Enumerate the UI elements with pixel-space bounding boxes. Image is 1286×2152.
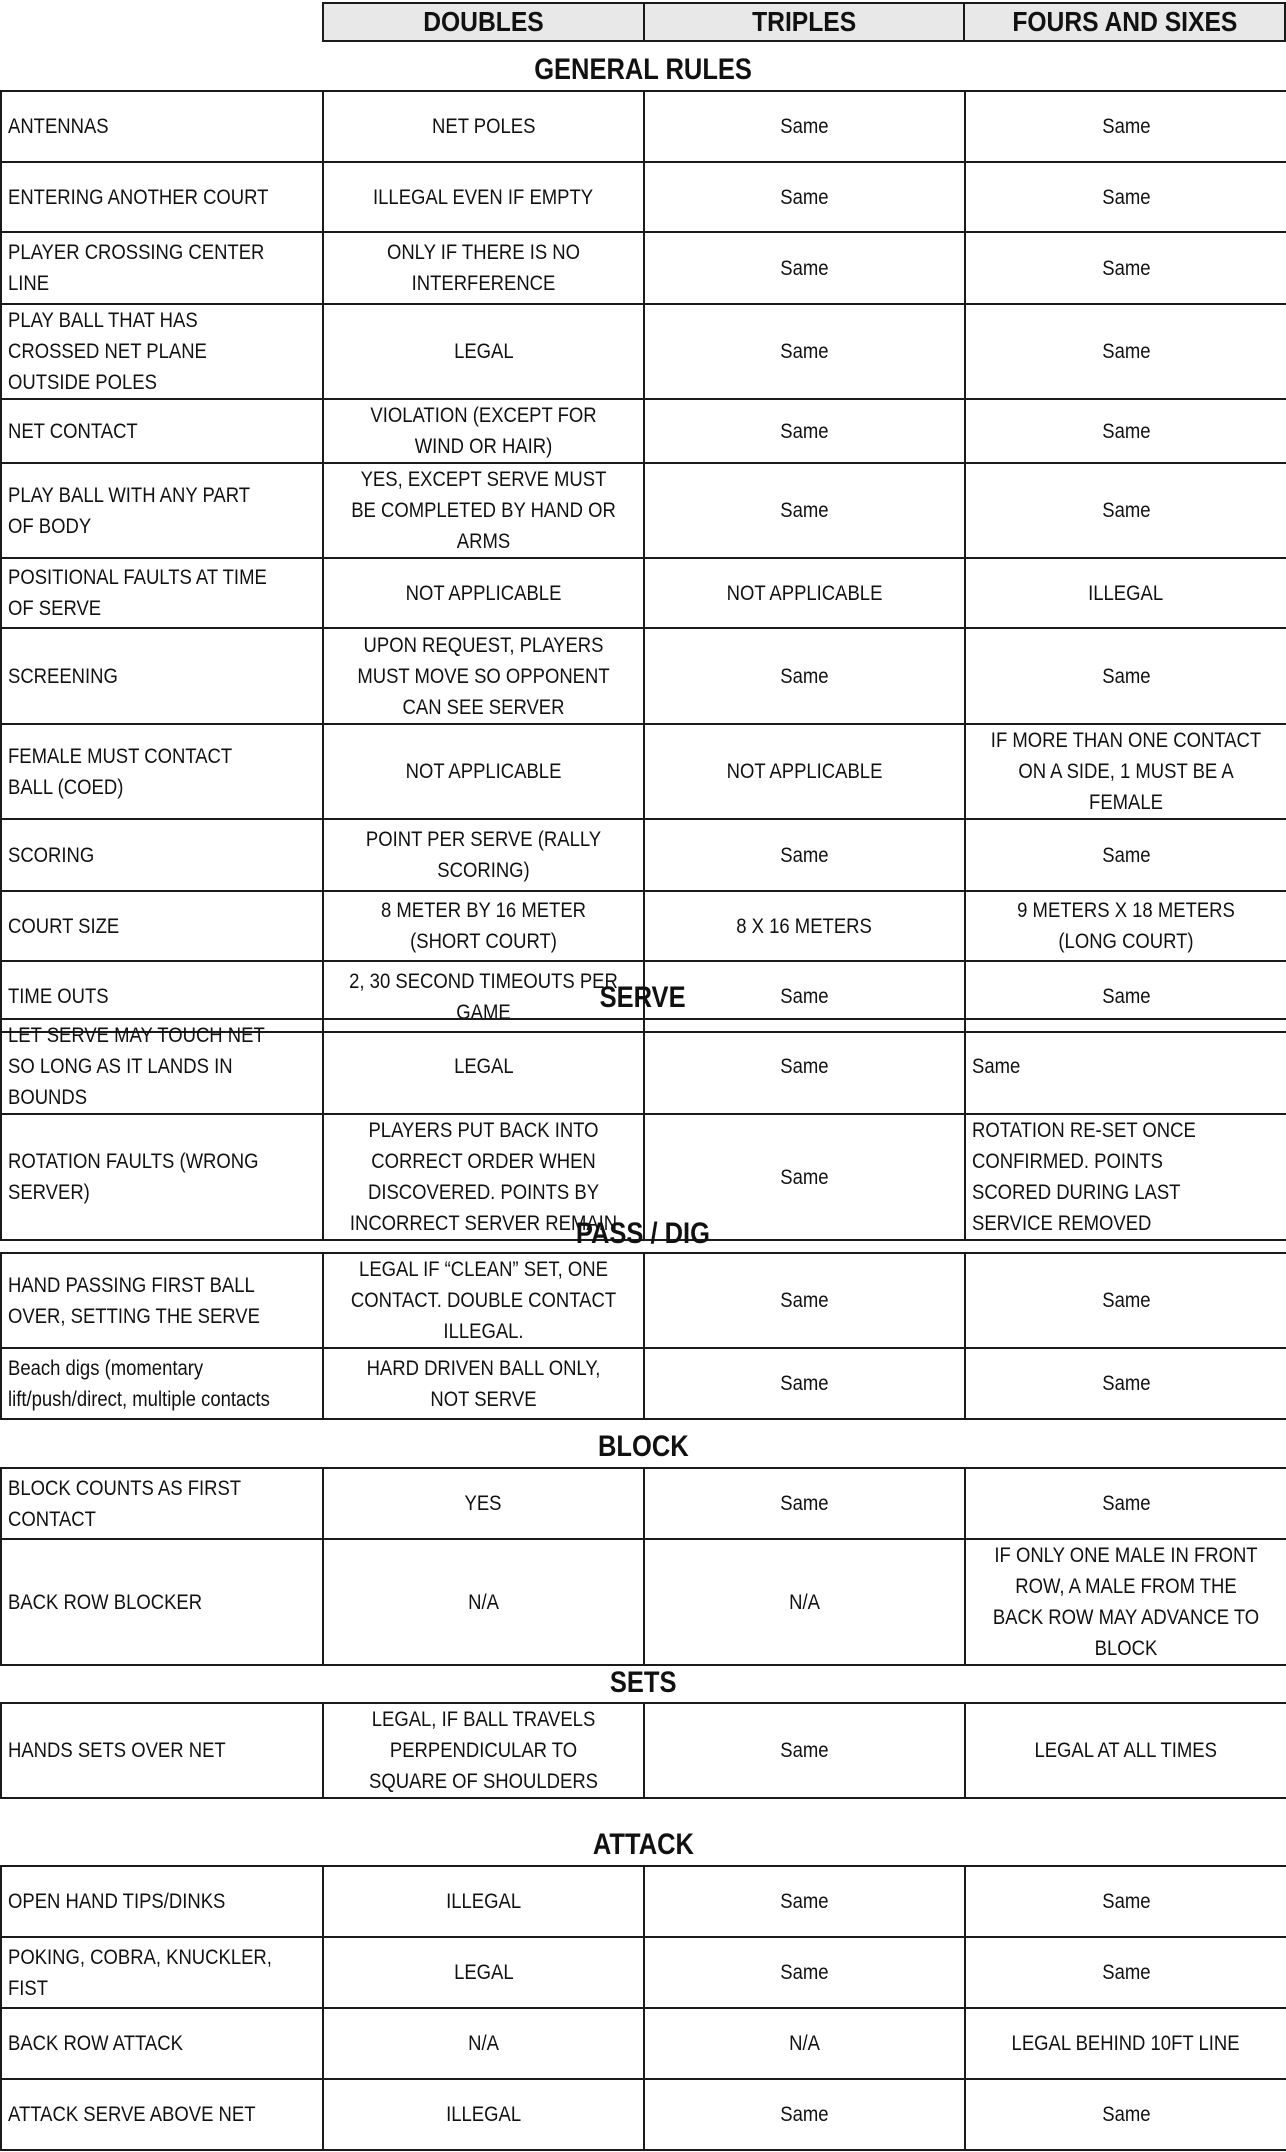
column-header-fours-label: FOURS AND SIXES	[1012, 6, 1238, 37]
triples-cell	[644, 2079, 965, 2150]
rule-text: Beach digs (momentary lift/push/direct, multiple contacts	[8, 1356, 270, 1411]
triples-cell	[644, 891, 965, 961]
fours-cell	[965, 304, 1286, 399]
triples-text: Same	[780, 1372, 829, 1395]
column-header-doubles-label: DOUBLES	[423, 6, 544, 37]
doubles-cell	[323, 724, 644, 819]
pass-dig-table	[0, 1252, 1286, 1420]
rule-cell	[1, 891, 323, 961]
table-row	[1, 1539, 1286, 1665]
rule-cell	[1, 232, 323, 304]
rule-cell	[1, 724, 323, 819]
doubles-cell	[323, 232, 644, 304]
rule-text: POKING, COBRA, KNUCKLER, FIST	[8, 1945, 272, 2000]
doubles-cell	[323, 1468, 644, 1539]
triples-cell	[644, 628, 965, 724]
triples-text: N/A	[789, 2032, 820, 2055]
doubles-cell	[323, 558, 644, 628]
doubles-cell	[323, 891, 644, 961]
triples-cell	[644, 162, 965, 232]
doubles-text: PLAYERS PUT BACK INTO CORRECT ORDER WHEN DISCOVERED. POINTS BY INCORRECT SERVER REMAIN	[349, 1119, 618, 1235]
attack-table	[0, 1865, 1286, 2151]
rule-text: SCORING	[8, 843, 95, 867]
table-row	[1, 1866, 1286, 1937]
rule-cell	[1, 91, 323, 162]
table-row	[1, 1703, 1286, 1798]
triples-cell	[644, 232, 965, 304]
doubles-cell	[323, 819, 644, 891]
fours-text: IF ONLY ONE MALE IN FRONT ROW, A MALE FROM THE BACK ROW MAY ADVANCE TO BLOCK	[992, 1544, 1260, 1660]
doubles-text: N/A	[468, 2032, 499, 2055]
rule-cell	[1, 2079, 323, 2150]
triples-cell	[644, 2008, 965, 2079]
triples-cell	[644, 1866, 965, 1937]
table-row	[1, 1019, 1286, 1114]
doubles-cell	[323, 1019, 644, 1114]
fours-cell	[965, 1937, 1286, 2008]
column-header-row	[322, 2, 1286, 42]
fours-text: ROTATION RE-SET ONCE CONFIRMED. POINTS SCORED DURING LAST SERVICE REMOVED	[972, 1119, 1196, 1235]
doubles-text: POINT PER SERVE (RALLY SCORING)	[365, 828, 602, 882]
doubles-cell	[323, 2008, 644, 2079]
triples-cell	[644, 558, 965, 628]
table-row	[1, 304, 1286, 399]
doubles-text: ILLEGAL	[445, 1890, 521, 1913]
triples-text: NOT APPLICABLE	[726, 581, 883, 605]
triples-text: Same	[780, 499, 829, 522]
rule-text: BACK ROW BLOCKER	[8, 1590, 203, 1614]
doubles-cell	[323, 1539, 644, 1665]
triples-text: Same	[780, 1492, 829, 1515]
fours-cell	[965, 91, 1286, 162]
section-title-text: SETS	[609, 1666, 677, 1699]
triples-text: Same	[780, 843, 829, 867]
doubles-text: LEGAL, IF BALL TRAVELS PERPENDICULAR TO SQUARE OF SHOULDERS	[369, 1708, 598, 1793]
fours-text: Same	[1101, 185, 1151, 209]
doubles-cell	[323, 304, 644, 399]
fours-cell	[965, 558, 1286, 628]
fours-text: LEGAL AT ALL TIMES	[1034, 1739, 1218, 1762]
triples-cell	[644, 1253, 965, 1348]
doubles-text: YES	[465, 1492, 502, 1515]
doubles-text: ONLY IF THERE IS NO INTERFERENCE	[386, 241, 581, 295]
fours-cell	[965, 891, 1286, 961]
column-header-triples-label: TRIPLES	[751, 6, 857, 37]
serve-table	[0, 1018, 1286, 1241]
doubles-text: N/A	[468, 1590, 499, 1614]
rule-cell	[1, 1253, 323, 1348]
doubles-text: YES, EXCEPT SERVE MUST BE COMPLETED BY HAND OR ARMS	[351, 468, 616, 553]
table-row	[1, 558, 1286, 628]
fours-text: Same	[1101, 1961, 1151, 1984]
rule-cell	[1, 628, 323, 724]
fours-text: Same	[1101, 2103, 1151, 2126]
fours-text: Same	[1101, 115, 1151, 138]
doubles-cell	[323, 1937, 644, 2008]
fours-cell	[965, 2008, 1286, 2079]
table-row	[1, 1253, 1286, 1348]
triples-cell	[644, 1468, 965, 1539]
triples-text: Same	[780, 985, 829, 1008]
rule-cell	[1, 463, 323, 558]
table-row	[1, 463, 1286, 558]
triples-cell	[644, 1019, 965, 1114]
table-row	[1, 2008, 1286, 2079]
section-title-text: GENERAL RULES	[534, 53, 752, 86]
table-row	[1, 1348, 1286, 1419]
column-header-triples	[643, 2, 966, 42]
general-rules-table	[0, 90, 1286, 1033]
table-row	[1, 162, 1286, 232]
fours-cell	[965, 232, 1286, 304]
rule-text: POSITIONAL FAULTS AT TIME OF SERVE	[8, 566, 267, 620]
fours-text: Same	[1101, 1372, 1151, 1395]
rule-text: BACK ROW ATTACK	[8, 2032, 183, 2055]
rule-text: HAND PASSING FIRST BALL OVER, SETTING THE SERVE	[8, 1273, 260, 1328]
section-title-attack	[322, 1827, 964, 1863]
rule-text: OPEN HAND TIPS/DINKS	[8, 1890, 226, 1913]
fours-text: Same	[1101, 843, 1151, 867]
fours-text: IF MORE THAN ONE CONTACT ON A SIDE, 1 MUST BE A FEMALE	[990, 729, 1262, 814]
rule-text: ROTATION FAULTS (WRONG SERVER)	[8, 1150, 259, 1204]
doubles-cell	[323, 1253, 644, 1348]
doubles-cell	[323, 1703, 644, 1798]
table-row	[1, 1937, 1286, 2008]
doubles-cell	[323, 1348, 644, 1419]
rule-cell	[1, 1539, 323, 1665]
rule-text: BLOCK COUNTS AS FIRST CONTACT	[8, 1476, 241, 1531]
fours-text: Same	[1101, 1890, 1151, 1913]
fours-cell	[965, 162, 1286, 232]
fours-text: 9 METERS X 18 METERS (LONG COURT)	[1017, 899, 1235, 953]
rule-cell	[1, 819, 323, 891]
rule-text: PLAY BALL THAT HAS CROSSED NET PLANE OUTSIDE POLES	[8, 309, 207, 394]
triples-text: Same	[780, 1961, 829, 1984]
doubles-cell	[323, 399, 644, 463]
triples-text: 8 X 16 METERS	[736, 914, 873, 938]
section-title-block	[322, 1429, 964, 1465]
triples-cell	[644, 399, 965, 463]
doubles-text: LEGAL	[453, 340, 514, 363]
doubles-text: NOT APPLICABLE	[405, 581, 562, 605]
fours-text: Same	[1101, 340, 1151, 363]
fours-cell	[965, 399, 1286, 463]
rule-text: TIME OUTS	[8, 985, 109, 1008]
doubles-text: HARD DRIVEN BALL ONLY, NOT SERVE	[366, 1356, 601, 1411]
section-title-text: SERVE	[599, 981, 686, 1014]
fours-cell	[965, 1703, 1286, 1798]
triples-text: Same	[780, 1055, 829, 1078]
fours-cell	[965, 1253, 1286, 1348]
rule-text: HANDS SETS OVER NET	[8, 1739, 226, 1762]
table-row	[1, 628, 1286, 724]
rule-text: ENTERING ANOTHER COURT	[8, 185, 269, 209]
section-title-text: BLOCK	[597, 1430, 689, 1463]
triples-text: Same	[780, 419, 829, 443]
fours-cell	[965, 1114, 1286, 1240]
fours-cell	[965, 1019, 1286, 1114]
fours-text: Same	[1101, 664, 1151, 688]
section-title-sets	[322, 1665, 964, 1701]
rule-cell	[1, 558, 323, 628]
doubles-text: NET POLES	[431, 115, 536, 138]
fours-text: ILLEGAL	[1088, 581, 1164, 605]
fours-cell	[965, 1348, 1286, 1419]
rule-text: LET SERVE MAY TOUCH NET SO LONG AS IT LANDS IN BOUNDS	[8, 1024, 265, 1109]
table-row	[1, 724, 1286, 819]
doubles-cell	[323, 628, 644, 724]
triples-cell	[644, 1937, 965, 2008]
rule-cell	[1, 399, 323, 463]
fours-cell	[965, 463, 1286, 558]
triples-cell	[644, 1539, 965, 1665]
triples-cell	[644, 1348, 965, 1419]
fours-text: Same	[1101, 256, 1151, 280]
triples-text: Same	[780, 256, 829, 280]
table-row	[1, 819, 1286, 891]
rule-cell	[1, 1703, 323, 1798]
fours-cell	[965, 2079, 1286, 2150]
rule-cell	[1, 1937, 323, 2008]
rule-cell	[1, 1866, 323, 1937]
fours-text: Same	[972, 1055, 1021, 1078]
fours-text: Same	[1101, 985, 1151, 1008]
fours-text: LEGAL BEHIND 10FT LINE	[1011, 2032, 1241, 2055]
doubles-text: LEGAL	[453, 1961, 514, 1984]
triples-text: N/A	[789, 1590, 820, 1614]
doubles-text: 2, 30 SECOND TIMEOUTS PER GAME	[349, 969, 618, 1024]
triples-text: Same	[780, 1890, 829, 1913]
rule-text: SCREENING	[8, 664, 118, 688]
fours-cell	[965, 1539, 1286, 1665]
rule-cell	[1, 1468, 323, 1539]
doubles-text: VIOLATION (EXCEPT FOR WIND OR HAIR)	[370, 404, 597, 458]
table-row	[1, 2079, 1286, 2150]
fours-cell	[965, 1866, 1286, 1937]
triples-text: Same	[780, 115, 829, 138]
rule-text: PLAYER CROSSING CENTER LINE	[8, 241, 265, 295]
table-row	[1, 1468, 1286, 1539]
fours-cell	[965, 628, 1286, 724]
fours-cell	[965, 724, 1286, 819]
triples-cell	[644, 1703, 965, 1798]
triples-cell	[644, 819, 965, 891]
fours-cell	[965, 1468, 1286, 1539]
column-header-fours-sixes	[963, 2, 1286, 42]
doubles-text: LEGAL	[453, 1055, 514, 1078]
doubles-text: NOT APPLICABLE	[405, 760, 562, 783]
rule-cell	[1, 2008, 323, 2079]
triples-text: Same	[780, 185, 829, 209]
doubles-text: 8 METER BY 16 METER (SHORT COURT)	[380, 899, 587, 953]
rule-cell	[1, 162, 323, 232]
table-row	[1, 399, 1286, 463]
rule-text: NET CONTACT	[8, 419, 138, 443]
rule-text: COURT SIZE	[8, 914, 120, 938]
triples-text: NOT APPLICABLE	[726, 760, 883, 783]
triples-text: Same	[780, 1165, 829, 1189]
triples-text: Same	[780, 664, 829, 688]
doubles-text: ILLEGAL	[445, 2103, 521, 2126]
fours-text: Same	[1101, 419, 1151, 443]
column-header-doubles	[322, 2, 645, 42]
table-row	[1, 891, 1286, 961]
doubles-cell	[323, 2079, 644, 2150]
doubles-cell	[323, 162, 644, 232]
triples-text: Same	[780, 1289, 829, 1312]
rule-cell	[1, 1114, 323, 1240]
sets-table	[0, 1702, 1286, 1799]
fours-text: Same	[1101, 1492, 1151, 1515]
rule-cell	[1, 1348, 323, 1419]
triples-cell	[644, 463, 965, 558]
doubles-cell	[323, 1866, 644, 1937]
doubles-text: LEGAL IF “CLEAN” SET, ONE CONTACT. DOUBLE CONTACT ILLEGAL.	[350, 1258, 617, 1343]
rule-cell	[1, 304, 323, 399]
rule-cell	[1, 1019, 323, 1114]
fours-cell	[965, 819, 1286, 891]
table-row	[1, 232, 1286, 304]
section-title-text: ATTACK	[592, 1828, 694, 1861]
section-title-text: PASS / DIG	[575, 1217, 711, 1250]
section-title-serve	[322, 980, 964, 1016]
doubles-text: UPON REQUEST, PLAYERS MUST MOVE SO OPPONENT CAN SEE SERVER	[357, 633, 610, 719]
triples-text: Same	[780, 340, 829, 363]
doubles-text: ILLEGAL EVEN IF EMPTY	[373, 185, 594, 209]
rule-text: PLAY BALL WITH ANY PART OF BODY	[8, 483, 250, 538]
section-title-pass-dig	[322, 1216, 964, 1252]
fours-text: Same	[1101, 1289, 1151, 1312]
rule-text: FEMALE MUST CONTACT BALL (COED)	[8, 744, 232, 799]
rule-text: ATTACK SERVE ABOVE NET	[8, 2103, 256, 2126]
block-table	[0, 1467, 1286, 1666]
rule-text: ANTENNAS	[8, 115, 109, 138]
triples-cell	[644, 724, 965, 819]
triples-text: Same	[780, 1739, 829, 1762]
triples-cell	[644, 91, 965, 162]
section-title-general-rules	[322, 52, 964, 88]
triples-cell	[644, 304, 965, 399]
doubles-cell	[323, 463, 644, 558]
table-row	[1, 91, 1286, 162]
triples-text: Same	[780, 2103, 829, 2126]
doubles-cell	[323, 91, 644, 162]
fours-text: Same	[1101, 499, 1151, 522]
